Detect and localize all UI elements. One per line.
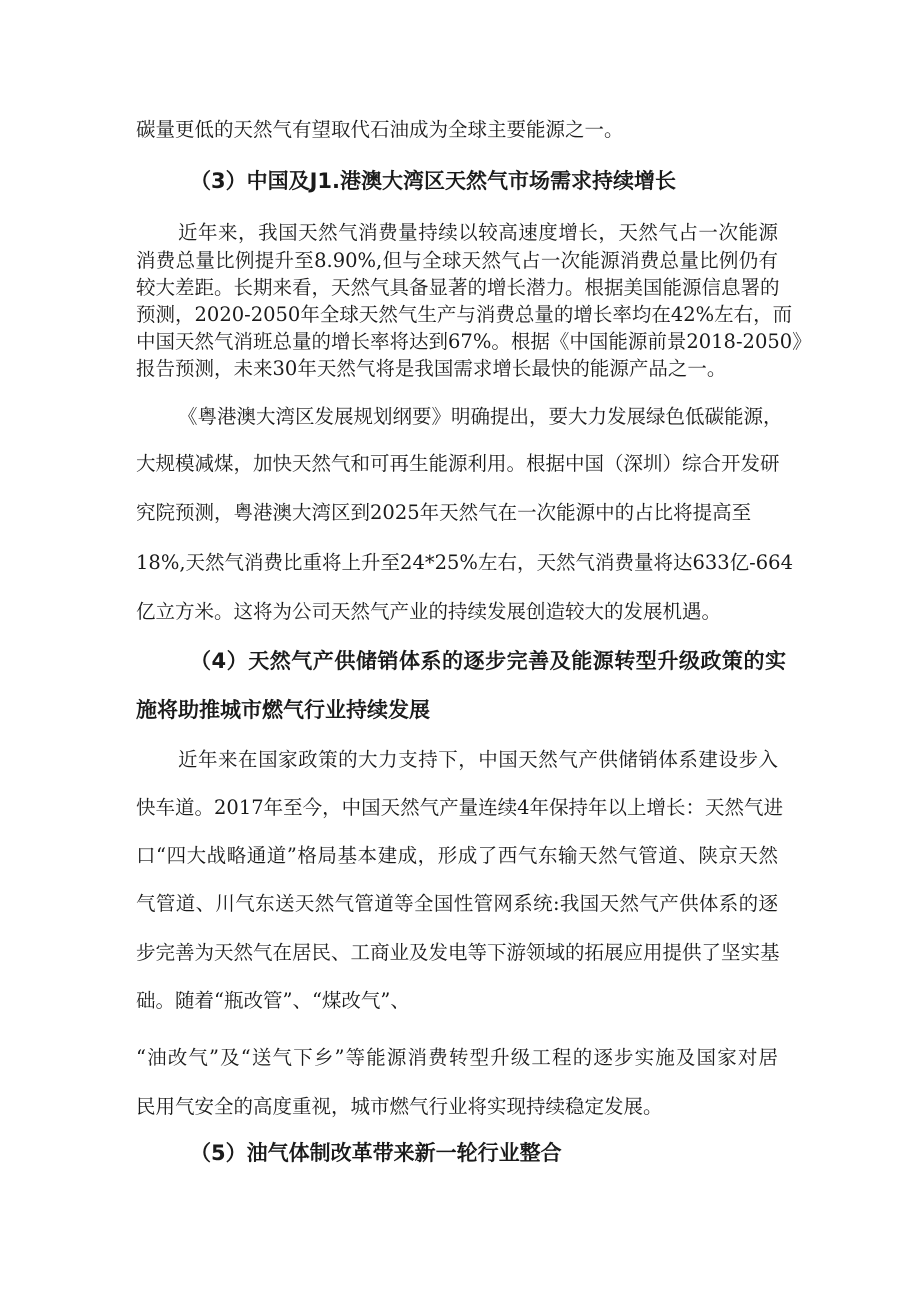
paragraph-line: 《粤港澳大湾区发展规划纲要》明确提出，要大力发展绿色低碳能源， xyxy=(178,405,783,428)
paragraph-line: 亿立方米。这将为公司天然气产业的持续发展创造较大的发展机遇。 xyxy=(136,600,722,623)
paragraph-line: 18%,天然气消费比重将上升至24*25%左右，天然气消费量将达633亿-664 xyxy=(136,551,793,574)
paragraph-line: 碳量更低的天然气有望取代石油成为全球主要能源之一。 xyxy=(136,118,624,141)
paragraph-line: 民用气安全的高度重视，城市燃气行业将实现持续稳定发展。 xyxy=(136,1095,663,1118)
paragraph-line: 近年来在国家政策的大力支持下，中国天然气产供储销体系建设步入 xyxy=(178,748,778,771)
paragraph-line: 较大差距。长期来看，天然气具备显著的增长潜力。根据美国能源信息署的 xyxy=(136,276,780,299)
paragraph-line: 消费总量比例提升至8.90%,但与全球天然气占一次能源消费总量比例仍有 xyxy=(136,249,778,272)
paragraph-line: 预测，2020-2050年全球天然气生产与消费总量的增长率均在42%左右，而 xyxy=(136,303,793,326)
paragraph-line: 大规模减煤，加快天然气和可再生能源利用。根据中国（深圳）综合开发研 xyxy=(136,452,780,475)
paragraph-line: 快车道。2017年至今，中国天然气产量连续4年保持年以上增长：天然气进 xyxy=(136,796,784,819)
paragraph-line: 中国天然气消班总量的增长率将达到67%。根据《中国能源前景2018-2050》 xyxy=(136,330,812,353)
paragraph-line: “油改气”及“送气下乡”等能源消费转型升级工程的逐步实施及国家对居 xyxy=(136,1046,778,1069)
section-heading-4-continued: 施将助推城市燃气行业持续发展 xyxy=(136,698,430,722)
paragraph-line: 础。随着“瓶改管”、“煤改气”、 xyxy=(136,989,410,1012)
section-heading-5: （5）油气体制改革带来新一轮行业整合 xyxy=(190,1141,562,1165)
paragraph-line: 报告预测，未来30年天然气将是我国需求增长最快的能源产品之一。 xyxy=(136,357,727,380)
section-heading-4: （4）天然气产供储销体系的逐步完善及能源转型升级政策的实 xyxy=(190,649,786,673)
paragraph-line: 口“四大战略通道”格局基本建成，形成了西气东输天然气管道、陕京天然 xyxy=(136,844,778,867)
paragraph-line: 气管道、川气东送天然气管道等全国性管网系统:我国天然气产供体系的逐 xyxy=(136,892,778,915)
paragraph-line: 步完善为天然气在居民、工商业及发电等下游领域的拓展应用提供了坚实基 xyxy=(136,941,780,964)
paragraph-line: 究院预测，粤港澳大湾区到2025年天然气在一次能源中的占比将提高至 xyxy=(136,501,752,524)
section-heading-3: （3）中国及J1.港澳大湾区天然气市场需求持续增长 xyxy=(190,169,677,193)
paragraph-line: 近年来，我国天然气消费量持续以较高速度增长，天然气占一次能源 xyxy=(178,221,778,244)
